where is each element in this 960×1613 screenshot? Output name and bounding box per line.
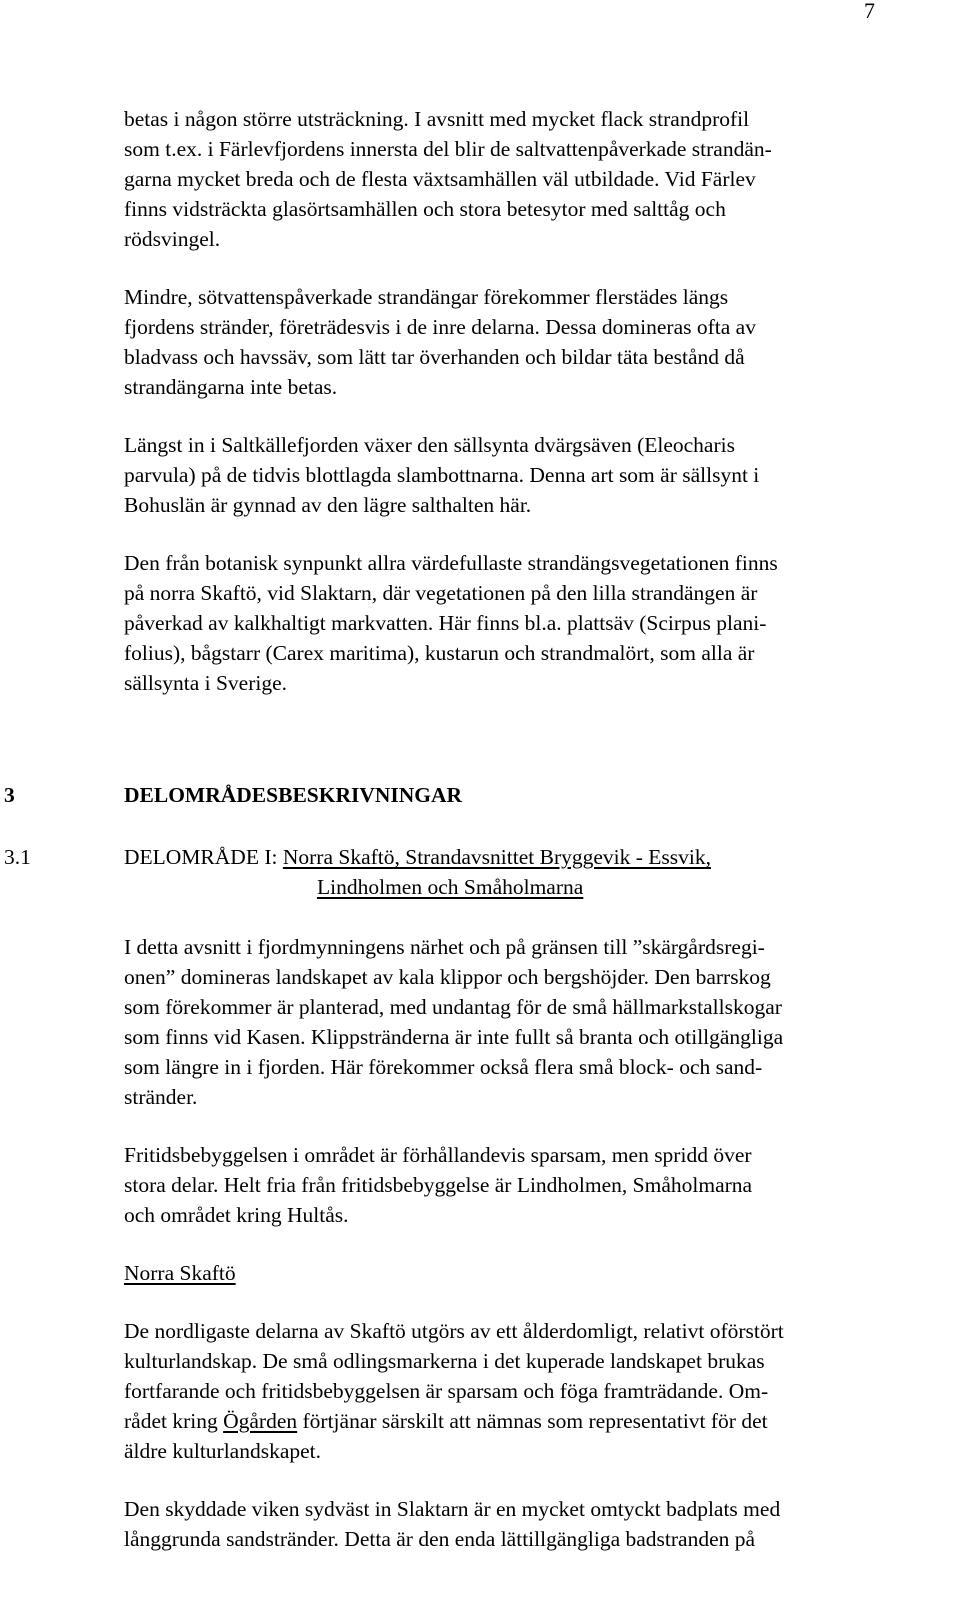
text-line: garna mycket breda och de flesta växtsamhällen väl utbildade. Vid Färlev (124, 167, 756, 191)
text-line: sällsynta i Sverige. (124, 671, 288, 695)
paragraph-leisure-housing (124, 1140, 914, 1230)
text-line: stora delar. Helt fria från fritidsbebyggelse är Lindholmen, Småholmarna (124, 1173, 753, 1197)
subsection-prefix: DELOMRÅDE I: (124, 845, 283, 869)
text-line: onen” domineras landskapet av kala klippor och bergshöjder. Den barrskog (124, 965, 771, 989)
text-line: bladvass och havssäv, som lätt tar överhanden och bildar täta bestånd då (124, 345, 745, 369)
text-line: Mindre, sötvattenspåverkade strandängar förekommer flerstädes längs (124, 285, 729, 309)
text-line: Den skyddade viken sydväst in Slaktarn är en mycket omtyckt badplats med (124, 1497, 781, 1521)
text-line: parvula) på de tidvis blottlagda slambottnarna. Denna art som är sällsynt i (124, 463, 760, 487)
text-line: som finns vid Kasen. Klippstränderna är inte fullt så branta och otillgängliga (124, 1025, 784, 1049)
text-line: finns vidsträckta glasörtsamhällen och stora betesytor med salttåg och (124, 197, 726, 221)
text-fragment: förtjänar särskilt att nämnas som representativt för det (297, 1409, 768, 1433)
paragraph-botanical-value (124, 548, 914, 698)
text-line: fortfarande och fritidsbebyggelsen är sparsam och föga framträdande. Om- (124, 1379, 769, 1403)
text-line: Längst in i Saltkällefjorden växer den sällsynta dvärgsäven (Eleocharis (124, 433, 735, 457)
text-line: påverkad av kalkhaltigt markvatten. Här finns bl.a. plattsäv (Scirpus plani- (124, 611, 767, 635)
page-number: 7 (864, 0, 875, 23)
subsection-title-line1: Norra Skaftö, Strandavsnittet Bryggevik - Essvik, (282, 845, 712, 869)
text-line: folius), bågstarr (Carex maritima), kustarun och strandmalört, som alla är (124, 641, 755, 665)
text-line: Fritidsbebyggelsen i området är förhållandevis sparsam, men spridd över (124, 1143, 752, 1167)
text-line (124, 1406, 914, 1436)
text-fragment: rådet kring (124, 1409, 224, 1433)
text-line: I detta avsnitt i fjordmynningens närhet och på gränsen till ”skärgårdsregi- (124, 935, 765, 959)
text-line: Den från botanisk synpunkt allra värdefullaste strandängsvegetationen finns (124, 551, 778, 575)
text-line: betas i någon större utsträckning. I avsnitt med mycket flack strandprofil (124, 107, 750, 131)
text-line: fjordens stränder, företrädesvis i de inre delarna. Dessa domineras ofta av (124, 315, 756, 339)
text-line: Bohuslän är gynnad av den lägre salthalten här. (124, 493, 532, 517)
subsection-title (124, 842, 711, 872)
paragraph-salt-meadows (124, 104, 914, 254)
text-line: kulturlandskap. De små odlingsmarkerna i det kuperade landskapet brukas (124, 1349, 765, 1373)
text-line: rödsvingel. (124, 227, 221, 251)
text-line: strandängarna inte betas. (124, 375, 338, 399)
text-line: långgrunda sandstränder. Detta är den enda lättillgängliga badstranden på (124, 1527, 756, 1551)
section-title: DELOMRÅDESBESKRIVNINGAR (124, 783, 463, 807)
paragraph-saltkallefjorden (124, 430, 914, 520)
paragraph-beach (124, 1494, 914, 1554)
paragraph-freshwater-meadows (124, 282, 914, 402)
text-line: som förekommer är planterad, med undantag för de små hällmarkstallskogar (124, 995, 782, 1019)
subsection-title-line2: Lindholmen och Småholmarna (317, 875, 584, 899)
place-name-ogarden: Ögården (223, 1409, 298, 1433)
text-line: som t.ex. i Färlevfjordens innersta del blir de saltvattenpåverkade strandän- (124, 137, 772, 161)
intro-text (124, 104, 914, 726)
subheading-text: Norra Skaftö (124, 1261, 236, 1285)
text-line: som längre in i fjorden. Här förekommer också flera små block- och sand- (124, 1055, 763, 1079)
text-line: stränder. (124, 1085, 198, 1109)
subheading-norra-skafto (124, 1258, 914, 1288)
text-line: De nordligaste delarna av Skaftö utgörs av ett ålderdomligt, relativt oförstört (124, 1319, 784, 1343)
subsection-number: 3.1 (4, 845, 31, 869)
paragraph-cultural-landscape (124, 1316, 914, 1466)
section-body (124, 932, 914, 1582)
section-number: 3 (4, 783, 15, 807)
text-line: och området kring Hultås. (124, 1203, 349, 1227)
paragraph-landscape (124, 932, 914, 1112)
text-line: på norra Skaftö, vid Slaktarn, där vegetationen på den lilla strandängen är (124, 581, 758, 605)
text-line: äldre kulturlandskapet. (124, 1439, 322, 1463)
